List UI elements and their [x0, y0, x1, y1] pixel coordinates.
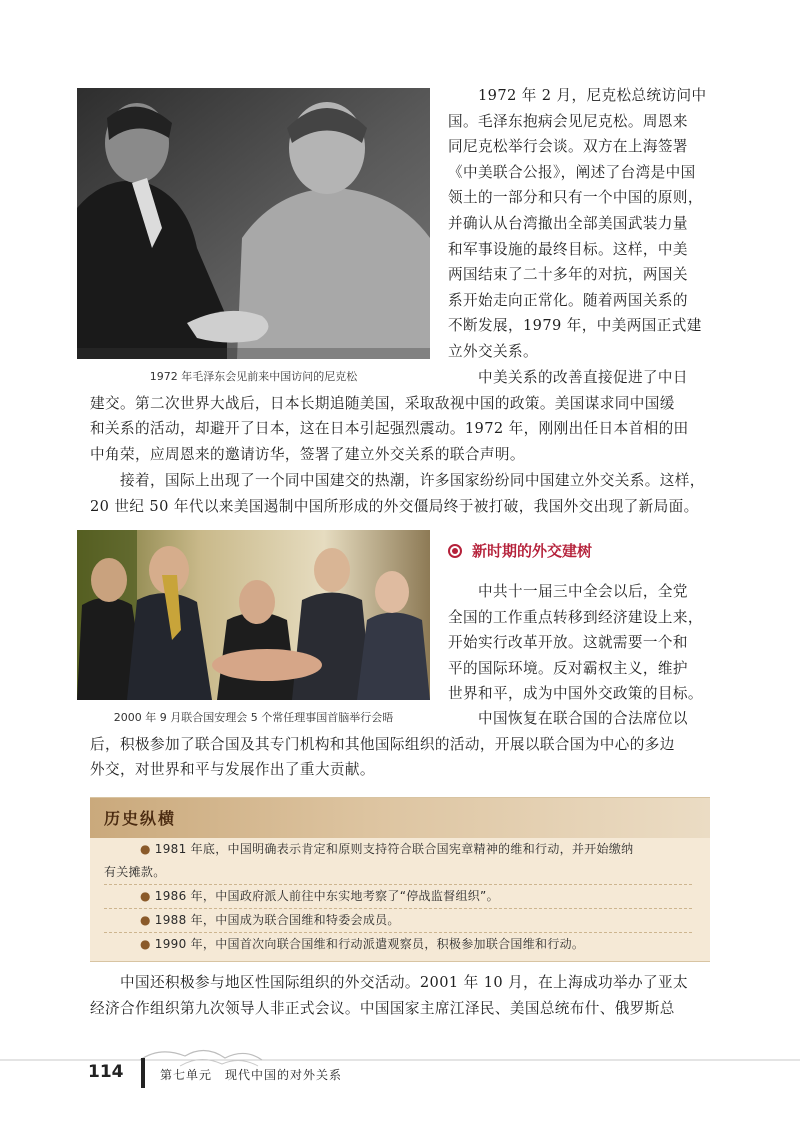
- list-item-text: 1988 年，中国成为联合国维和特委会成员。: [154, 913, 400, 927]
- text-line: 中美关系的改善直接促进了中日: [478, 369, 688, 386]
- text-line: 两国结束了二十多年的对抗，两国关: [448, 266, 688, 284]
- target-circle-icon: [448, 544, 462, 558]
- text-line: 接着，国际上出现了一个同中国建交的热潮，许多国家纷纷同中国建立外交关系。这样，: [120, 472, 705, 489]
- list-item-text: 1990 年，中国首次向联合国维和行动派遣观察员，积极参加联合国维和行动。: [154, 937, 585, 951]
- text-line: 世界和平，成为中国外交政策的目标。: [448, 685, 703, 703]
- text-line: 和军事设施的最终目标。这样，中美: [448, 240, 688, 258]
- list-item-continuation: 有关摊款。: [104, 865, 166, 879]
- text-line: 后，积极参加了联合国及其专门机构和其他国际组织的活动，开展以联合国为中心的多边: [90, 735, 675, 753]
- text-line: 不断发展，1979 年，中美两国正式建: [448, 317, 702, 335]
- text-line: 同尼克松举行会谈。双方在上海签署: [448, 138, 688, 156]
- history-sidebar-title: 历史纵横: [104, 806, 176, 829]
- section-heading: [448, 540, 592, 561]
- text-line: 经济合作组织第九次领导人非正式会议。中国国家主席江泽民、美国总统布什、俄罗斯总: [90, 999, 675, 1017]
- text-line: 建交。第二次世界大战后，日本长期追随美国，采取敌视中国的政策。美国谋求同中国缓: [90, 394, 675, 412]
- history-sidebar-header: [90, 798, 710, 838]
- text-line: 和关系的活动，却避开了日本，这在日本引起强烈震动。1972 年，刚刚出任日本首相的田: [90, 420, 689, 438]
- photo-five-leaders: [77, 530, 430, 700]
- list-item: [104, 909, 692, 933]
- list-item: [104, 885, 692, 909]
- text-line: 外交，对世界和平与发展作出了重大贡献。: [90, 761, 375, 779]
- photo-caption-1: 1972 年毛泽东会见前来中国访问的尼克松: [149, 370, 358, 383]
- text-line: 立外交关系。: [448, 342, 538, 360]
- text-line: 并确认从台湾撤出全部美国武装力量: [448, 214, 688, 232]
- bullet-icon: ●: [140, 937, 151, 951]
- list-item-line: [104, 838, 692, 861]
- text-line: 《中美联合公报》，阐述了台湾是中国: [448, 163, 696, 181]
- paragraph-sino-japan: [90, 365, 689, 467]
- list-item: [104, 933, 692, 956]
- text-line: 中国还积极参与地区性国际组织的外交活动。2001 年 10 月，在上海成功举办了亚太: [120, 974, 689, 991]
- text-line: 开始实行改革开放。这就需要一个和: [448, 634, 688, 652]
- paragraph-regional-organizations: [90, 970, 688, 1021]
- paragraph-diplomatic-wave: [90, 468, 705, 519]
- bullet-icon: ●: [140, 889, 151, 903]
- bullet-icon: ●: [140, 842, 151, 856]
- text-line: 中角荣，应周恩来的邀请访华，签署了建立外交关系的联合声明。: [90, 445, 525, 463]
- page-number: 114: [88, 1062, 124, 1082]
- bullet-icon: ●: [140, 913, 151, 927]
- text-line: 全国的工作重点转移到经济建设上来，: [448, 608, 703, 626]
- text-line: 平的国际环境。反对霸权主义，维护: [448, 659, 688, 677]
- footer-unit-title: 第七单元 现代中国的对外关系: [160, 1068, 343, 1082]
- list-item: [104, 838, 692, 885]
- paragraph-reform-opening: [448, 579, 703, 707]
- text-line: 20 世纪 50 年代以来美国遏制中国所形成的外交僵局终于被打破，我国外交出现了新局面。: [90, 497, 699, 515]
- footer-divider: [141, 1058, 145, 1088]
- list-item-text: 1981 年底，中国明确表示肯定和原则支持符合联合国宪章精神的维和行动，并开始缴纳: [154, 842, 634, 856]
- text-line: 领土的一部分和只有一个中国的原则，: [448, 189, 703, 207]
- text-line: 1972 年 2 月，尼克松总统访问中: [478, 87, 707, 104]
- photo-mao-nixon-image: [77, 88, 430, 359]
- history-sidebar-box: [90, 797, 710, 962]
- text-line: 国。毛泽东抱病会见尼克松。周恩来: [448, 112, 688, 130]
- text-line: 中共十一届三中全会以后，全党: [478, 583, 688, 600]
- photo-five-leaders-image: [77, 530, 430, 700]
- photo-mao-nixon: [77, 88, 430, 359]
- paragraph-nixon-visit: [448, 83, 706, 365]
- photo-caption-2: 2000 年 9 月联合国安理会 5 个常任理事国首脑举行会晤: [113, 711, 394, 724]
- paragraph-un-seat: [90, 706, 688, 783]
- section-heading-text: 新时期的外交建树: [472, 542, 593, 560]
- text-line: 系开始走向正常化。随着两国关系的: [448, 291, 688, 309]
- text-line: 中国恢复在联合国的合法席位以: [478, 710, 688, 727]
- list-item-text: 1986 年，中国政府派人前往中东实地考察了“停战监督组织”。: [154, 889, 499, 903]
- history-sidebar-list: [90, 838, 710, 956]
